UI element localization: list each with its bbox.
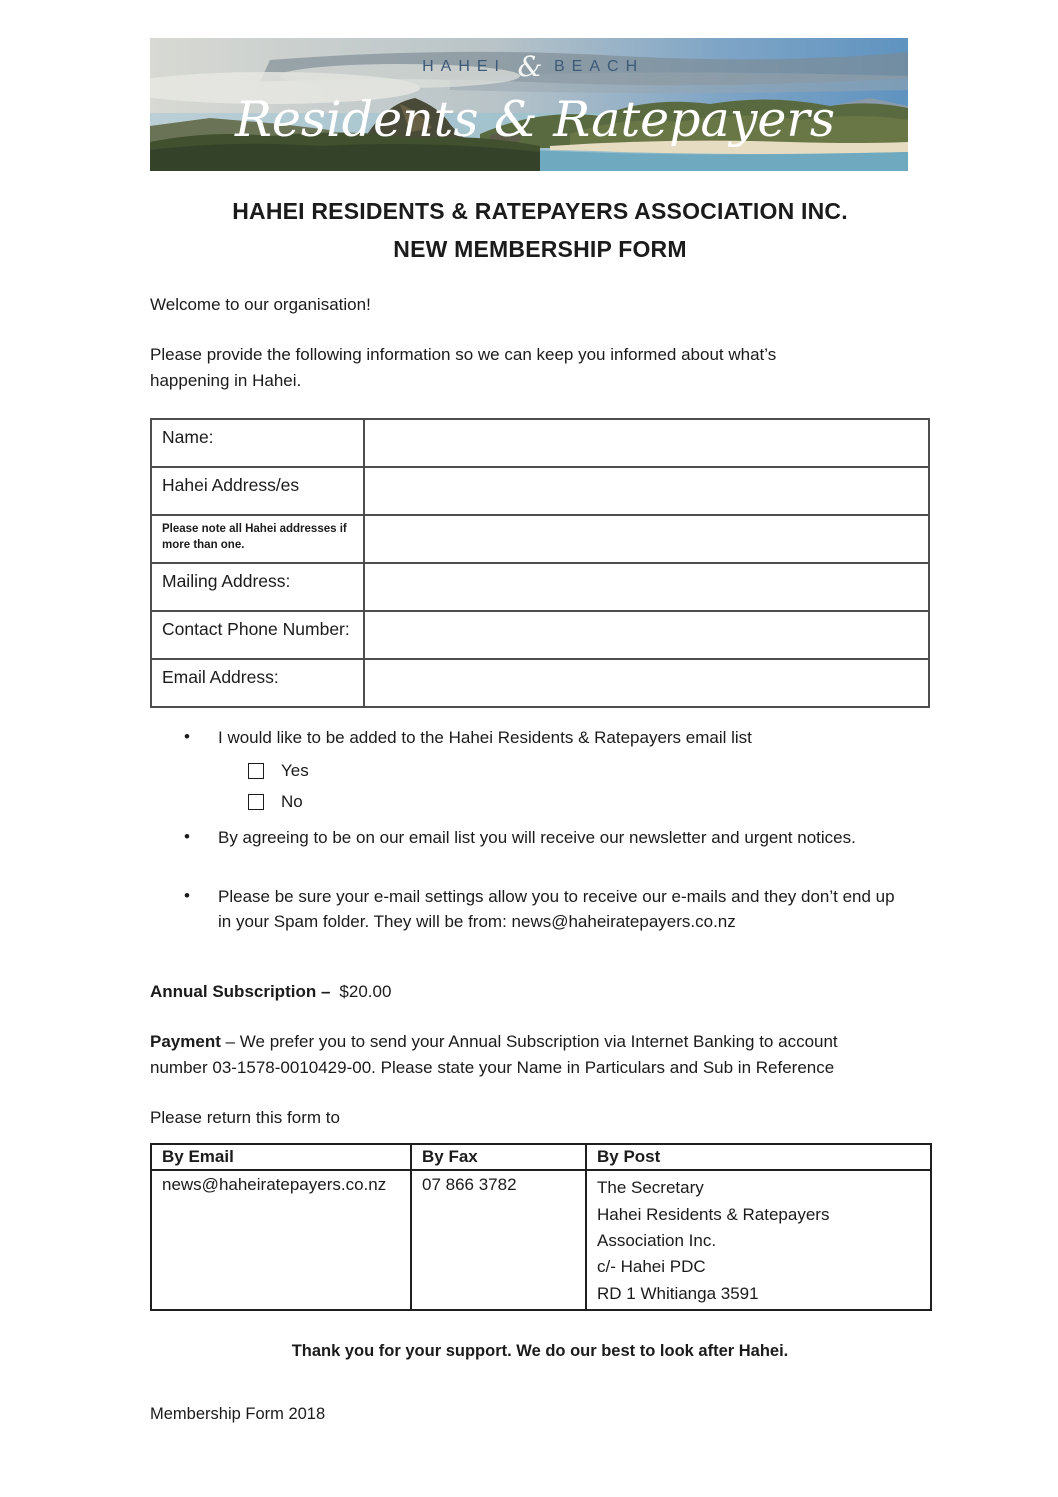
association-title: HAHEI RESIDENTS & RATEPAYERS ASSOCIATION INC. xyxy=(232,198,848,224)
member-details-table xyxy=(150,418,930,708)
email-field[interactable] xyxy=(364,659,929,707)
email-list-section xyxy=(150,725,930,935)
welcome-text: Welcome to our organisation! xyxy=(150,295,371,314)
no-checkbox[interactable] xyxy=(248,794,264,810)
annual-subscription-label: Annual Subscription – xyxy=(150,981,331,1001)
header-banner-photo xyxy=(150,38,908,171)
list-item xyxy=(150,725,930,751)
spam-bullet-text: Please be sure your e-mail settings allow you to receive our e-mails and they don’t end up in your Spam folder. They will be from: news@haheiratepayers.co.nz xyxy=(218,886,895,932)
mailing-address-label: Mailing Address: xyxy=(151,563,364,611)
yes-checkbox[interactable] xyxy=(248,763,264,779)
no-label: No xyxy=(281,792,303,812)
table-row xyxy=(151,563,929,611)
table-row xyxy=(151,419,929,467)
newsletter-bullet-text: By agreeing to be on our email list you will receive our newsletter and urgent notices. xyxy=(218,828,856,848)
post-line: Hahei Residents & Ratepayers xyxy=(597,1204,830,1224)
logo-word-beach: BEACH xyxy=(554,58,645,75)
beach-photo-illustration xyxy=(150,38,908,171)
bullet-icon: • xyxy=(184,827,190,847)
name-label: Name: xyxy=(151,419,364,467)
logo-word-hahei: HAHEI xyxy=(422,58,506,75)
hahei-address-label: Hahei Address/es xyxy=(151,467,364,515)
bullet-icon: • xyxy=(184,726,190,746)
post-line: c/- Hahei PDC xyxy=(597,1257,706,1277)
list-item xyxy=(150,884,895,935)
email-list-bullet-text: I would like to be added to the Hahei Residents & Ratepayers email list xyxy=(218,727,752,747)
footer-version-text: Membership Form 2018 xyxy=(150,1405,326,1423)
logo-ampersand-top: & xyxy=(517,50,543,83)
post-line: Association Inc. xyxy=(597,1231,717,1251)
post-line: The Secretary xyxy=(597,1178,704,1198)
table-row xyxy=(151,467,929,515)
by-email-header: By Email xyxy=(151,1144,411,1170)
yes-option-row xyxy=(248,761,930,781)
yes-label: Yes xyxy=(281,761,309,781)
payment-text: – We prefer you to send your Annual Subscription via Internet Banking to account number 03-1578-0010429-00. Please state your Name in Particulars and Sub in Reference xyxy=(150,1031,838,1078)
title-block xyxy=(150,198,930,263)
form-title: NEW MEMBERSHIP FORM xyxy=(393,236,687,262)
thank-you-text: Thank you for your support. We do our best to look after Hahei. xyxy=(291,1342,789,1361)
address-note-label: Please note all Hahei addresses if more than one. xyxy=(151,515,364,563)
contact-email-value: news@haheiratepayers.co.nz xyxy=(151,1170,411,1310)
bullet-icon: • xyxy=(184,885,190,905)
annual-subscription-line xyxy=(150,982,930,1002)
payment-label: Payment xyxy=(150,1031,221,1051)
list-item xyxy=(150,825,930,851)
table-row xyxy=(151,1170,931,1310)
contact-fax-value: 07 866 3782 xyxy=(411,1170,586,1310)
name-field[interactable] xyxy=(364,419,929,467)
table-row xyxy=(151,611,929,659)
no-option-row xyxy=(248,792,930,812)
payment-paragraph xyxy=(150,1029,895,1082)
subscription-amount: $20.00 xyxy=(339,981,392,1001)
hahei-address-field[interactable] xyxy=(364,467,929,515)
address-note-field[interactable] xyxy=(364,515,929,563)
by-post-header: By Post xyxy=(586,1144,931,1170)
by-fax-header: By Fax xyxy=(411,1144,586,1170)
phone-label: Contact Phone Number: xyxy=(151,611,364,659)
table-header-row xyxy=(151,1144,931,1170)
contact-post-value xyxy=(586,1170,931,1310)
contact-methods-table xyxy=(150,1143,932,1311)
phone-field[interactable] xyxy=(364,611,929,659)
table-row xyxy=(151,659,929,707)
logo-script-text: Residents & Ratepayers xyxy=(235,91,835,148)
mailing-address-field[interactable] xyxy=(364,563,929,611)
table-row xyxy=(151,515,929,563)
return-instruction: Please return this form to xyxy=(150,1108,340,1128)
email-label: Email Address: xyxy=(151,659,364,707)
post-line: RD 1 Whitianga 3591 xyxy=(597,1283,759,1303)
instructions-text: Please provide the following information so we can keep you informed about what’s happening in Hahei. xyxy=(150,345,777,391)
